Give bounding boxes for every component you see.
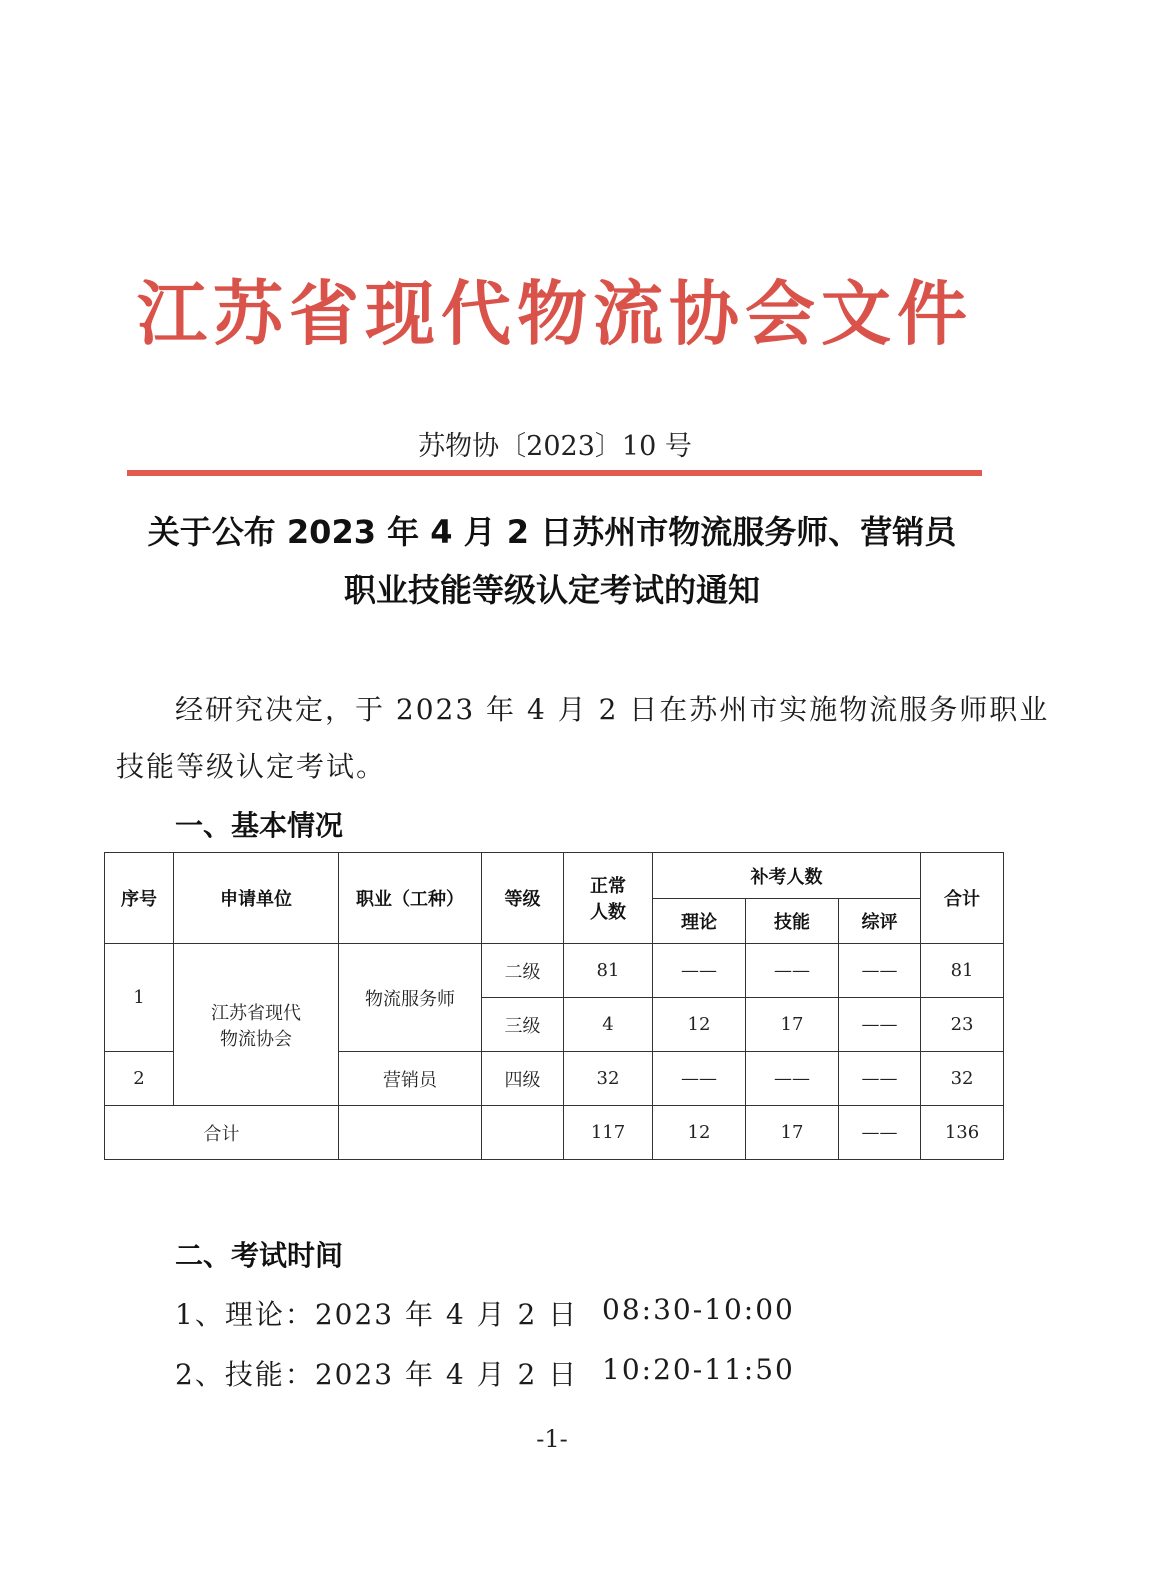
sum-label: 合计 — [105, 1106, 339, 1160]
header-skill: 技能 — [746, 899, 839, 944]
sum-level-empty — [482, 1106, 564, 1160]
row-theory: —— — [653, 944, 746, 998]
row-comprehensive: —— — [839, 998, 921, 1052]
row-normal: 81 — [564, 944, 653, 998]
header-theory: 理论 — [653, 899, 746, 944]
schedule-item-skill-time: 10:20-11:50 — [602, 1353, 795, 1386]
section-heading-exam-time: 二、考试时间 — [175, 1239, 344, 1272]
schedule-item-theory-date: 1、理论：2023 年 4 月 2 日 — [175, 1298, 579, 1331]
candidate-statistics-table — [104, 852, 1004, 1160]
row-total: 32 — [921, 1052, 1004, 1106]
row-theory: 12 — [653, 998, 746, 1052]
schedule-item-theory-time: 08:30-10:00 — [602, 1293, 795, 1326]
row-skill: 17 — [746, 998, 839, 1052]
row-level: 二级 — [482, 944, 564, 998]
row-seq: 1 — [105, 944, 174, 1052]
header-applicant: 申请单位 — [174, 853, 339, 944]
header-normal-line-2: 人数 — [590, 902, 626, 923]
header-seq: 序号 — [105, 853, 174, 944]
sum-comprehensive: —— — [839, 1106, 921, 1160]
row-comprehensive: —— — [839, 1052, 921, 1106]
sum-theory: 12 — [653, 1106, 746, 1160]
page-number: -1- — [536, 1425, 568, 1453]
sum-skill: 17 — [746, 1106, 839, 1160]
row-theory: —— — [653, 1052, 746, 1106]
row-level: 三级 — [482, 998, 564, 1052]
schedule-item-skill-date: 2、技能：2023 年 4 月 2 日 — [175, 1358, 579, 1391]
header-red-rule — [127, 470, 982, 476]
row-total: 81 — [921, 944, 1004, 998]
row-applicant — [174, 944, 339, 1106]
applicant-line-1: 江苏省现代 — [211, 1002, 301, 1024]
row-comprehensive: —— — [839, 944, 921, 998]
row-normal: 4 — [564, 998, 653, 1052]
sum-total: 136 — [921, 1106, 1004, 1160]
sum-normal: 117 — [564, 1106, 653, 1160]
document-header-title: 江苏省现代物流协会文件 — [137, 273, 973, 355]
header-level: 等级 — [482, 853, 564, 944]
intro-paragraph-line-1: 经研究决定，于 2023 年 4 月 2 日在苏州市实施物流服务师职业 — [175, 693, 1050, 726]
header-makeup-count: 补考人数 — [653, 853, 921, 899]
table-row — [105, 944, 1004, 998]
header-comprehensive: 综评 — [839, 899, 921, 944]
applicant-line-2: 物流协会 — [220, 1028, 292, 1050]
row-skill: —— — [746, 1052, 839, 1106]
row-occupation: 营销员 — [339, 1052, 482, 1106]
table-sum-row — [105, 1106, 1004, 1160]
row-total: 23 — [921, 998, 1004, 1052]
header-occupation: 职业（工种） — [339, 853, 482, 944]
header-normal-line-1: 正常 — [590, 876, 626, 897]
notice-title-line-1: 关于公布 2023 年 4 月 2 日苏州市物流服务师、营销员 — [147, 513, 957, 551]
header-normal-count — [564, 853, 653, 944]
table-header-row — [105, 853, 1004, 899]
row-skill: —— — [746, 944, 839, 998]
section-heading-basic-info: 一、基本情况 — [175, 809, 344, 842]
row-level: 四级 — [482, 1052, 564, 1106]
sum-occupation-empty — [339, 1106, 482, 1160]
row-normal: 32 — [564, 1052, 653, 1106]
notice-title-line-2: 职业技能等级认定考试的通知 — [343, 571, 760, 609]
document-number: 苏物协〔2023〕10 号 — [418, 431, 692, 462]
header-total: 合计 — [921, 853, 1004, 944]
intro-paragraph-line-2: 技能等级认定考试。 — [116, 750, 387, 783]
row-occupation: 物流服务师 — [339, 944, 482, 1052]
row-seq: 2 — [105, 1052, 174, 1106]
